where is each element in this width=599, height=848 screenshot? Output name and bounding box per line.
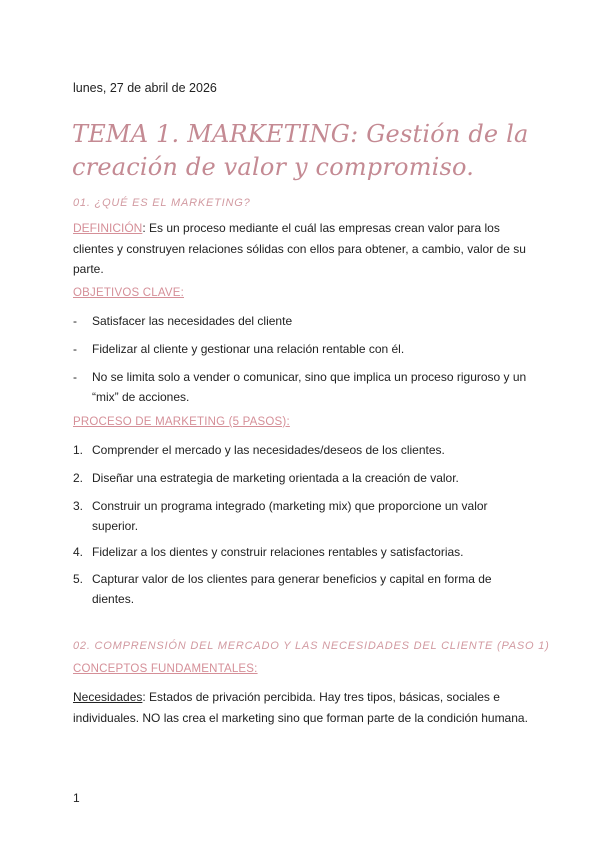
section-2-heading: 02. COMPRENSIÓN DEL MERCADO Y LAS NECESIDADES DEL CLIENTE (PASO 1) xyxy=(73,640,550,652)
step-number: 1. xyxy=(73,443,84,457)
definition-paragraph xyxy=(73,218,533,280)
list-item: 4. Fidelizar a los dientes y construir relaciones rentables y satisfactorias. xyxy=(73,543,533,563)
definition-text: : Es un proceso mediante el cuál las empresas crean valor para los clientes y construyen relaciones sólidas con ellos para obtener, a cambio, valor de su parte. xyxy=(73,221,526,276)
step-number: 3. xyxy=(73,499,84,513)
needs-text: : Estados de privación percibida. Hay tres tipos, básicas, sociales e individuales. NO las crea el marketing sino que forman parte de la condición humana. xyxy=(73,690,528,725)
page-title xyxy=(72,118,552,184)
process-heading: PROCESO DE MARKETING (5 PASOS): xyxy=(73,416,290,428)
step-number: 2. xyxy=(73,471,84,485)
list-item: - Fidelizar al cliente y gestionar una relación rentable con él. xyxy=(73,340,533,360)
dash-bullet: - xyxy=(73,370,77,384)
definition-label: DEFINICIÓN xyxy=(73,221,143,235)
concepts-heading: CONCEPTOS FUNDAMENTALES: xyxy=(73,663,258,675)
list-item: 3. Construir un programa integrado (marketing mix) que proporcione un valor superior. xyxy=(73,499,488,533)
dash-bullet: - xyxy=(73,342,77,356)
page-number: 1 xyxy=(73,791,80,805)
list-item: 5. Capturar valor de los clientes para generar beneficios y capital en forma de dientes. xyxy=(73,572,492,606)
needs-paragraph xyxy=(73,687,533,728)
step-number: 4. xyxy=(73,545,84,559)
list-item: 2. Diseñar una estrategia de marketing orientada a la creación de valor. xyxy=(73,469,533,489)
title-line-2: creación de valor y compromiso. xyxy=(72,153,475,181)
dash-bullet: - xyxy=(73,314,77,328)
document-date: lunes, 27 de abril de 2026 xyxy=(73,81,217,95)
step-number: 5. xyxy=(73,572,84,586)
objectives-heading: OBJETIVOS CLAVE: xyxy=(73,287,184,299)
list-item: - No se limita solo a vender o comunicar, sino que implica un proceso riguroso y un “mix” de acciones. xyxy=(73,370,527,404)
list-item: - Satisfacer las necesidades del cliente xyxy=(73,312,533,332)
title-line-1: TEMA 1. MARKETING: Gestión de la xyxy=(72,120,529,148)
needs-label: Necesidades xyxy=(73,690,143,704)
section-1-heading: 01. ¿QUÉ ES EL MARKETING? xyxy=(73,197,251,209)
list-item: 1. Comprender el mercado y las necesidades/deseos de los clientes. xyxy=(73,441,533,461)
